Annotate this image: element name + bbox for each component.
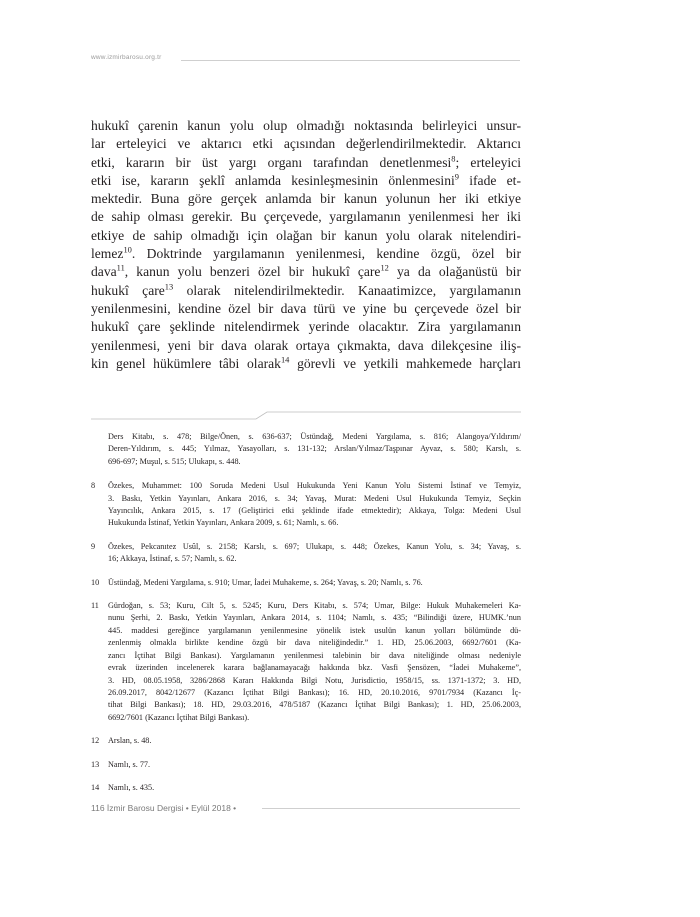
footnote-8: 8 Özekes, Muhammet: 100 Soruda Medeni Usul Hukukunda Yeni Kanun Yolu Sistemi İstinaf ve Temyiz, 3. Baskı, Yetkin Yayınları, Ankara 2016, s. 34; Yavaş, Murat: Medeni Usul Hukukunda Temyiz, Seçkin Yayıncılık, Ankara 2015, s. 17 (Geliştirici etki şeklinde ifade etmektedir); Akkaya, Tolga: Medeni Usul Hukukunda İstinaf, Yetkin Yayınları, Ankara 2009, s. 61; Namlı, s. 66. <box>91 481 521 528</box>
footnote-13: 13 Namlı, s. 77. <box>91 759 521 771</box>
footnote-14: 14 Namlı, s. 435. <box>91 782 521 794</box>
footnote-number: 12 <box>91 736 100 746</box>
body-line: etki, kararın bir üst yargı organı tarafından denetlenmesi$^8$; erteleyici <box>91 153 521 170</box>
body-line: yenilenmesini, kendine özel bir dava türü ve yine bu çerçevede özel bir <box>91 300 521 316</box>
footnote-number: 11 <box>91 601 99 611</box>
footnote-ref[interactable]: 13 <box>164 281 174 292</box>
body-line: hukukî çarenin kanun yolu olup olmadığı noktasında belirleyici unsur- <box>91 118 521 133</box>
body-line: lar erteleyici ve aktarıcı etki açısından değerlendirilmektedir. Aktarıcı <box>91 136 521 152</box>
body-line: mektedir. Buna göre gerçek anlamda bir kanun yolunun her iki etkiye <box>91 191 521 207</box>
body-line: dava$^{11}$, kanun yolu benzeri özel bir hukukî çare$^{12}$ ya da olağanüstü bir <box>91 262 521 280</box>
body-text <box>91 117 521 373</box>
body-line: hukukî çare şeklinde nitelendirmek yerinde olacaktır. Zira yargılamanın <box>91 319 521 335</box>
footnote-continued: Ders Kitabı, s. 478; Bilge/Önen, s. 636-637; Üstündağ, Medeni Yargılama, s. 816; Alangoya/Yıldırım/ Deren-Yıldırım, s. 445; Yılmaz, Yasayolları, s. 131-132; Arslan/Yılmaz/Taşpınar Ayvaz, s. 580; Karslı, s. 696-697; Muşul, s. 515; Ulukapı, s. 448. <box>108 432 521 466</box>
body-line: yenilenmesi, yeni bir dava olarak ortaya çıkmakta, dava dilekçesine iliş- <box>91 337 521 353</box>
footnote-number: 13 <box>91 759 100 769</box>
footer-text: 116 İzmir Barosu Dergisi • Eylül 2018 • <box>91 803 237 813</box>
header-url: www.izmirbarosu.org.tr <box>91 54 162 61</box>
footnote-ref[interactable]: 14 <box>280 354 290 365</box>
footnotes <box>91 431 521 794</box>
footnote-11: 11 Gürdoğan, s. 53; Kuru, Cilt 5, s. 5245; Kuru, Ders Kitabı, s. 574; Umar, Bilge: Hukuk Muhakemeleri Ka- nunu Şerhi, 2. Baskı, Yetkin Yayınları, Ankara 2014, s. 1104; Namlı, s. 435; “Bilindiği üzere, HUMK.’nun 445. maddesi gereğince yargılamanın yenilenmesine yönelik istek usulün kanun yolları bölümünde dü- zenlenmiş olmakla birlikte kendine özgü bir dava niteliğindedir.” 1. HD, 25.06.2003, 6692/7601 (Ka- zancı İçtihat Bilgi Bankası). Yargılamanın yenilenmesi talebinin bir dava niteliğinde olması nedeniyle evrak üzerinden incelenerek karara bağlanamayacağı hakkında bkz. Vasfi Şensözen, “İadei Muhakeme”, 3. HD, 08.05.1958, 3286/2868 Kararı Hakkında Bilgi Notu, Jurisdictio, 1958/15, ss. 1371-1372; 3. HD, 26.09.2017, 8042/12677 (Kazancı İçtihat Bilgi Bankası); 16. HD, 20.10.2016, 9701/7934 (Kazancı İç- tihat Bilgi Bankası); 18. HD, 29.03.2016, 478/5187 (Kazancı İçtihat Bilgi Bankası); 1. HD, 25.06.2003, 6692/7601 (Kazancı İçtihat Bilgi Bankası). <box>91 601 521 722</box>
footnote-ref[interactable]: 8 <box>451 153 456 164</box>
body-line: etkiye de sahip olmadığı için olağan bir kanun yolu olarak nitelendiri- <box>91 227 521 243</box>
footnote-9: 9 Özekes, Pekcanıtez Usûl, s. 2158; Karslı, s. 697; Ulukapı, s. 448; Özekes, Kanun Yolu, s. 34; Yavaş, s. 16; Akkaya, İstinaf, s. 57; Namlı, s. 62. <box>91 541 521 564</box>
body-line: kin genel hükümlere tâbi olarak$^{14}$ görevli ve yetkili mahkemede harçları <box>91 354 521 371</box>
footnote-12: 12 Arslan, s. 48. <box>91 735 521 747</box>
header-rule <box>181 60 520 61</box>
footer-rule <box>262 808 520 809</box>
footnote-ref[interactable]: 9 <box>454 171 460 182</box>
footnote-ref[interactable]: 11 <box>116 262 125 273</box>
footnote-divider <box>91 411 521 423</box>
body-line: de sahip olması gerekir. Bu çerçevede, yargılamanın yenilenmesi her iki <box>91 209 521 225</box>
footnote-ref[interactable]: 12 <box>380 262 389 273</box>
body-line: etki ise, kararın şeklî anlamda kesinleşmesinin önlenmesini$^9$ ifade et- <box>91 171 521 188</box>
footnote-number: 9 <box>91 541 96 551</box>
footnote-number: 10 <box>91 577 100 587</box>
footnote-number: 14 <box>91 782 100 792</box>
footnote-number: 8 <box>91 481 96 491</box>
footnote-10: 10 Üstündağ, Medeni Yargılama, s. 910; Umar, İadei Muhakeme, s. 264; Yavaş, s. 20; Namlı, s. 76. <box>91 577 521 589</box>
footnote-ref[interactable]: 10 <box>123 244 132 255</box>
body-line: hukukî çare$^{13}$ olarak nitelendirilmektedir. Kanaatimizce, yargılamanın <box>91 281 521 298</box>
body-line: lemez$^{10}$. Doktrinde yargılamanın yenilenmesi, kendine özgü, özel bir <box>91 244 521 262</box>
